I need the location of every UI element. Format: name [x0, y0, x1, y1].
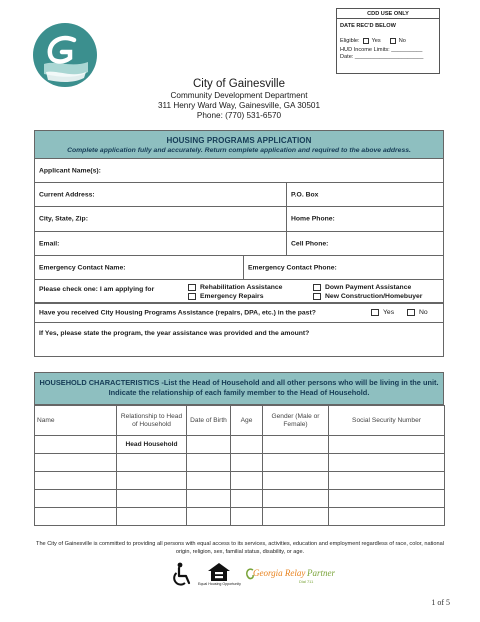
- household-title: HOUSEHOLD CHARACTERISTICS: [39, 378, 160, 387]
- relay-brand-name: Georgia Relay: [252, 568, 306, 578]
- dob-cell[interactable]: [187, 454, 231, 472]
- dob-cell[interactable]: [187, 508, 231, 526]
- relationship-cell[interactable]: [117, 472, 187, 490]
- table-row: [35, 508, 445, 526]
- eligible-no-checkbox[interactable]: [390, 38, 396, 44]
- ssn-cell[interactable]: [329, 490, 445, 508]
- cdd-box-title: CDD USE ONLY: [337, 9, 439, 19]
- department-address: 311 Henry Ward Way, Gainesville, GA 30501: [158, 101, 320, 110]
- program-selection-row: [35, 280, 443, 303]
- prior-no-option[interactable]: [407, 309, 428, 316]
- prior-yes-option[interactable]: [371, 309, 394, 316]
- name-cell[interactable]: [35, 454, 117, 472]
- column-header: Date of Birth: [187, 406, 231, 436]
- new-construction-option[interactable]: [313, 293, 422, 300]
- home-phone-field[interactable]: [286, 207, 443, 231]
- household-section: [34, 372, 444, 524]
- rehab-checkbox[interactable]: [188, 284, 196, 291]
- relationship-cell[interactable]: [117, 490, 187, 508]
- gender-cell[interactable]: [263, 454, 329, 472]
- down-payment-label: Down Payment Assistance: [325, 284, 412, 291]
- current-address-label: Current Address:: [39, 191, 95, 198]
- applicant-name-label: Applicant Name(s):: [39, 167, 101, 174]
- prior-assistance-row: [35, 303, 443, 323]
- page-number: 1 of 5: [431, 598, 450, 607]
- household-header: [34, 372, 444, 405]
- gender-cell[interactable]: [263, 508, 329, 526]
- relationship-cell[interactable]: [117, 508, 187, 526]
- household-table: [34, 405, 445, 526]
- cell-phone-field[interactable]: [286, 232, 443, 255]
- date-received-label: DATE REC'D BELOW: [340, 23, 396, 29]
- cdd-date-line[interactable]: Date: ______________________: [340, 54, 424, 60]
- name-cell[interactable]: [35, 472, 117, 490]
- table-row: [35, 472, 445, 490]
- name-cell[interactable]: [35, 436, 117, 454]
- column-header: Age: [231, 406, 263, 436]
- dob-cell[interactable]: [187, 436, 231, 454]
- department-name: Community Development Department: [170, 91, 308, 100]
- equal-housing-logo: [198, 562, 241, 586]
- column-header: Social Security Number: [329, 406, 445, 436]
- column-header: Gender (Male or Female): [263, 406, 329, 436]
- applicant-name-row[interactable]: [35, 159, 443, 183]
- new-construction-checkbox[interactable]: [313, 293, 321, 300]
- column-header: Name: [35, 406, 117, 436]
- po-box-label: P.O. Box: [291, 191, 319, 198]
- table-row: [35, 490, 445, 508]
- eligible-yes-label: Yes: [371, 38, 381, 44]
- prior-no-checkbox[interactable]: [407, 309, 415, 316]
- age-cell[interactable]: [231, 436, 263, 454]
- household-instructions: -List the Head of Household and all other persons who will be living in the unit. Indicate the relationship of each family member to the Head of Household.: [108, 378, 439, 397]
- footer-logos: [172, 562, 335, 592]
- city-name: City of Gainesville: [192, 78, 286, 90]
- gender-cell[interactable]: [263, 436, 329, 454]
- emergency-repairs-checkbox[interactable]: [188, 293, 196, 300]
- age-cell[interactable]: [231, 454, 263, 472]
- rehab-label: Rehabilitation Assistance: [200, 284, 283, 291]
- prior-yes-checkbox[interactable]: [371, 309, 379, 316]
- down-payment-checkbox[interactable]: [313, 284, 321, 291]
- dob-cell[interactable]: [187, 472, 231, 490]
- eligible-yes-checkbox[interactable]: [363, 38, 369, 44]
- relationship-cell: Head Household: [117, 436, 187, 454]
- email-label: Email:: [39, 240, 60, 247]
- gender-cell[interactable]: [263, 490, 329, 508]
- emergency-repairs-label: Emergency Repairs: [200, 293, 264, 300]
- home-phone-label: Home Phone:: [291, 215, 335, 223]
- dob-cell[interactable]: [187, 490, 231, 508]
- city-state-zip-row[interactable]: [35, 207, 443, 232]
- po-box-field[interactable]: [286, 183, 443, 206]
- city-logo: [32, 22, 98, 88]
- column-header: Relationship to Head of Household: [117, 406, 187, 436]
- ssn-cell[interactable]: [329, 508, 445, 526]
- age-cell[interactable]: [231, 472, 263, 490]
- ssn-cell[interactable]: [329, 472, 445, 490]
- gender-cell[interactable]: [263, 472, 329, 490]
- ssn-cell[interactable]: [329, 454, 445, 472]
- prior-assistance-question: Have you received City Housing Programs Assistance (repairs, DPA, etc.) in the past?: [39, 309, 316, 317]
- eligible-no-label: No: [398, 38, 406, 44]
- household-table-header: [35, 406, 445, 436]
- eligible-row: [337, 29, 439, 44]
- nondiscrimination-statement: The City of Gainesville is committed to providing all persons with equal access to its services, activities, education and employment regardless of race, color, national origin, religion, sex, familial status, disability, or age.: [36, 541, 444, 555]
- city-state-zip-label: City, State, Zip:: [39, 215, 88, 223]
- georgia-relay-logo: [245, 565, 335, 591]
- emergency-contact-name-label: Emergency Contact Name:: [39, 264, 126, 271]
- emergency-contact-phone-field[interactable]: [243, 256, 443, 279]
- rehab-option[interactable]: [188, 284, 282, 291]
- relay-brand-partner: Partner: [306, 568, 335, 578]
- prior-no-label: No: [419, 309, 428, 316]
- program-selection-prompt: Please check one: I am applying for: [39, 286, 155, 293]
- emergency-repairs-option[interactable]: [188, 293, 263, 300]
- age-cell[interactable]: [231, 490, 263, 508]
- table-row: [35, 436, 445, 454]
- application-instructions: Complete application fully and accurately. Return complete application and required to the above address.: [67, 147, 411, 154]
- application-header: [35, 131, 443, 159]
- relay-number: Dial 711: [298, 579, 314, 584]
- cdd-use-only-box: [336, 8, 440, 74]
- prior-yes-label: Yes: [383, 309, 395, 316]
- name-cell[interactable]: [35, 490, 117, 508]
- department-phone: Phone: (770) 531-6570: [196, 111, 282, 120]
- age-cell[interactable]: [231, 508, 263, 526]
- relationship-cell[interactable]: [117, 454, 187, 472]
- down-payment-option[interactable]: [313, 284, 411, 291]
- email-row[interactable]: [35, 232, 443, 256]
- housing-application-section: [34, 130, 444, 357]
- current-address-row[interactable]: [35, 183, 443, 207]
- ssn-cell[interactable]: [329, 436, 445, 454]
- prior-details-row[interactable]: [35, 323, 443, 350]
- cell-phone-label: Cell Phone:: [291, 240, 329, 247]
- application-title: HOUSING PROGRAMS APPLICATION: [166, 136, 312, 145]
- accessibility-icon: [172, 562, 194, 588]
- new-construction-label: New Construction/Homebuyer: [325, 293, 423, 300]
- table-row: [35, 454, 445, 472]
- name-cell[interactable]: [35, 508, 117, 526]
- equal-housing-label: Equal Housing Opportunity: [198, 582, 241, 586]
- prior-details-label: If Yes, please state the program, the year assistance was provided and the amount?: [39, 330, 310, 337]
- emergency-contact-phone-label: Emergency Contact Phone:: [248, 264, 337, 271]
- letterhead: [130, 78, 348, 121]
- eligible-label: Eligible:: [340, 38, 360, 44]
- equal-housing-icon: [207, 562, 231, 582]
- emergency-contact-row[interactable]: [35, 256, 443, 280]
- hud-income-limits-line[interactable]: HUD Income Limits: __________: [340, 47, 423, 53]
